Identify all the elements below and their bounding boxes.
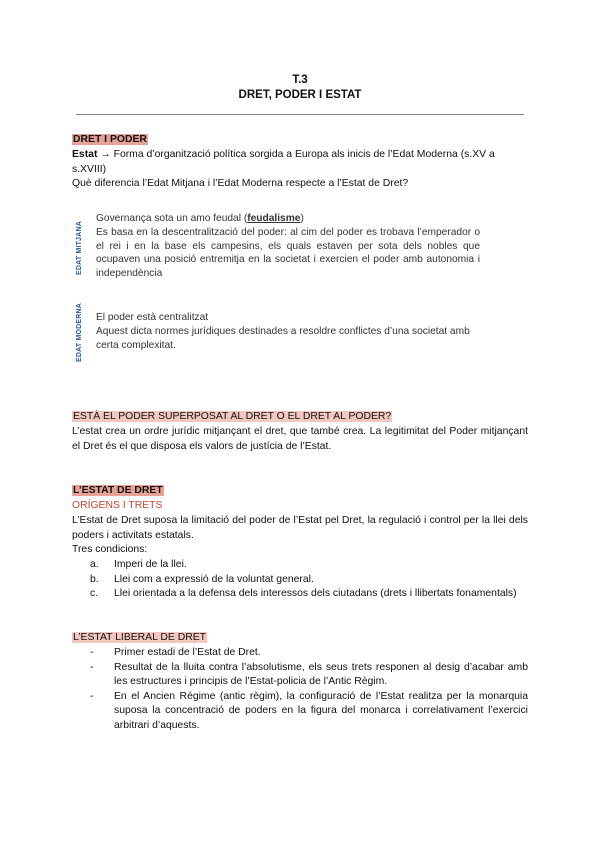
mitjana-line1: Governança sota un amo feudal (feudalisme): [96, 213, 304, 224]
section-heading-dret-poder: DRET I PODER: [73, 134, 147, 145]
title-divider: [76, 114, 524, 115]
estat-definition: [72, 148, 528, 177]
arrow-icon: →: [100, 149, 111, 160]
estat-liberal-list: [88, 646, 528, 733]
subheading-origens: ORÍGENS I TRETS: [72, 500, 163, 511]
edat-moderna-label: EDAT MODERNA: [76, 302, 83, 362]
edat-mitjana-label: EDAT MITJANA: [76, 221, 83, 275]
list-item: b. Llei com a expressió de la voluntat general.: [90, 573, 314, 585]
list-item: a. Imperi de la llei.: [90, 559, 187, 570]
topic-number: T.3: [292, 74, 308, 86]
conditions-intro: Tres condicions:: [72, 544, 148, 555]
estat-term: Estat: [72, 149, 98, 160]
list-item: - Resultat de la lluita contra l’absolutisme, els seus trets responen al desig d’acabar amb les estructures i principis de l’Estat-policia de l’Antic Règim.: [90, 661, 528, 687]
section-question: Què diferencia l’Edat Mitjana i l’Edat Moderna respecte a l’Estat de Dret?: [72, 178, 409, 189]
feudalisme-term: feudalisme: [247, 213, 301, 224]
estat-dret-body: L’Estat de Dret suposa la limitació del poder de l’Estat pel Dret, la regulació i control per la llei dels poders i activitats estatals.: [72, 515, 528, 541]
mitjana-body: Es basa en la descentralització del poder: al cim del poder es trobava l’emperador o el rei i en la base els campesins, els quals estaven per sota dels nobles que ocupaven una posició entremitja en la societat i exercien el poder amb autonomia i independència: [96, 227, 480, 279]
moderna-line1: El poder està centralitzat: [96, 312, 209, 323]
section-heading-estat-liberal: L’ESTAT LIBERAL DE DRET: [73, 632, 207, 643]
list-item: - Primer estadi de l’Estat de Dret.: [90, 647, 261, 658]
estat-definition-text: Forma d’organització política sorgida a Europa als inicis de l’Edat Moderna (s.XV a s.XVIII): [72, 149, 495, 175]
page-title: DRET, PODER I ESTAT: [238, 89, 362, 101]
list-item: - En el Ancien Régime (antic règim), la configuració de l’Estat realitza per la monarquia suposa la concentració de poders en la figura del monarca i correlativament l’exercici arbitrari d’aquests.: [90, 690, 528, 731]
conditions-list: [88, 558, 528, 602]
section-heading-estat-dret: L’ESTAT DE DRET: [73, 485, 163, 496]
moderna-body: Aquest dicta normes jurídiques destinades a resoldre conflictes d’una societat amb certa complexitat.: [96, 326, 470, 351]
list-item: c. Llei orientada a la defensa dels interessos dels ciutadans (drets i llibertats fonamentals): [90, 588, 517, 599]
section-heading-poder-dret: ESTÀ EL PODER SUPERPOSAT AL DRET O EL DRET AL PODER?: [73, 411, 392, 422]
poder-dret-body: L’estat crea un ordre jurídic mitjançant el dret, que també crea. La legitimitat del Poder mitjançant el Dret és el que disposa els valors de justícia de l’Estat.: [72, 426, 528, 452]
